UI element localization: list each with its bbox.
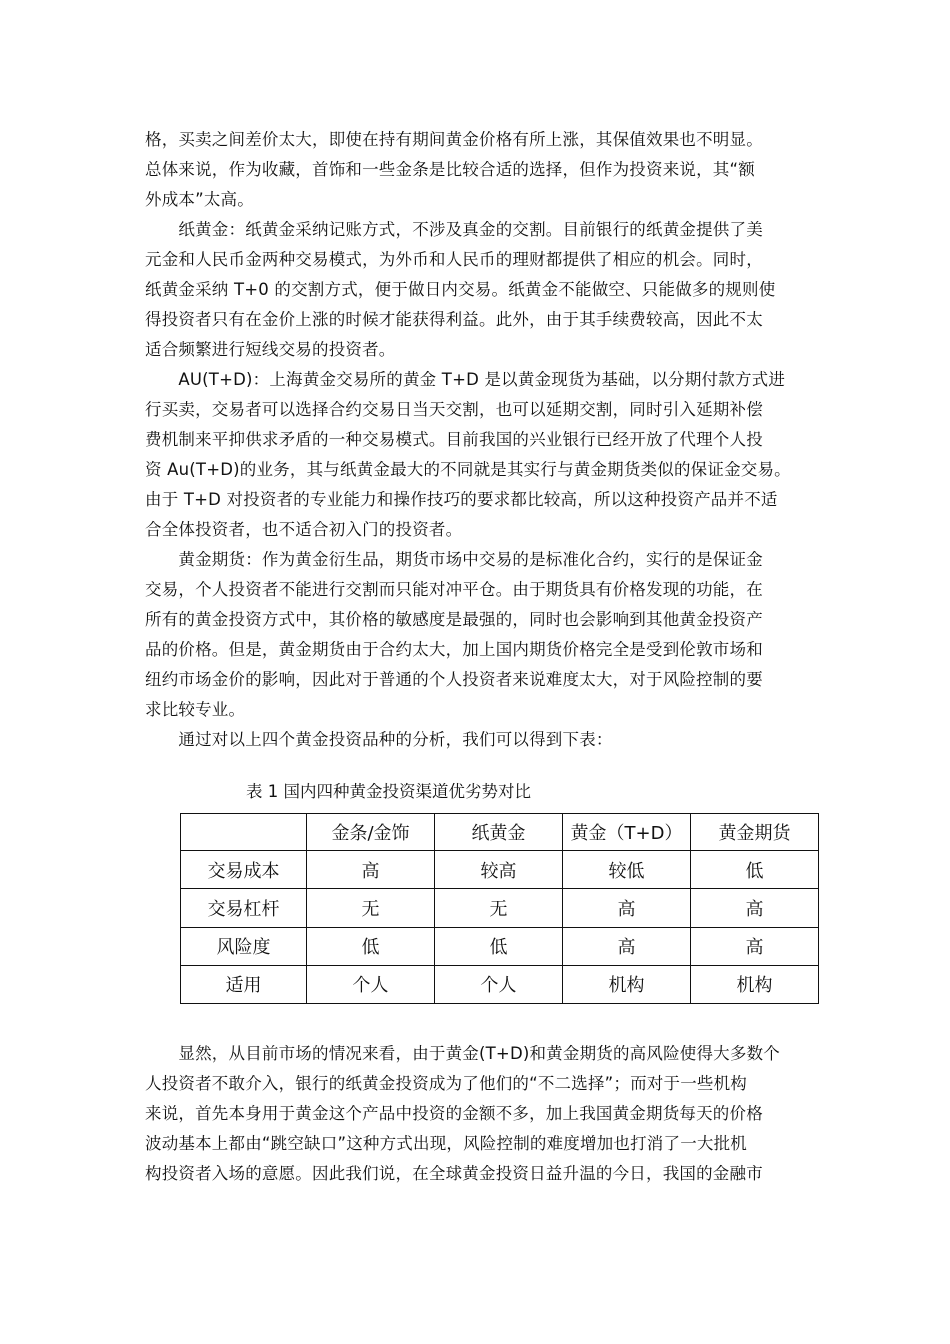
text-line: 行买卖，交易者可以选择合约交易日当天交割，也可以延期交割，同时引入延期补偿 (145, 400, 763, 419)
text-line: 由于 T+D 对投资者的专业能力和操作技巧的要求都比较高，所以这种投资产品并不适 (145, 490, 778, 509)
text-line: 人投资者不敢介入，银行的纸黄金投资成为了他们的“不二选择”；而对于一些机构 (145, 1074, 747, 1093)
text-line: 资 Au(T+D)的业务，其与纸黄金最大的不同就是其实行与黄金期货类似的保证金交易。 (145, 460, 791, 479)
row-label-cell: 交易成本 (181, 851, 307, 889)
text-line: 构投资者入场的意愿。因此我们说，在全球黄金投资日益升温的今日，我国的金融市 (145, 1164, 763, 1183)
table-cell: 无 (307, 889, 435, 927)
text-line: 总体来说，作为收藏，首饰和一些金条是比较合适的选择，但作为投资来说，其“额 (145, 160, 755, 179)
text-line: 适合频繁进行短线交易的投资者。 (145, 340, 396, 359)
table-cell: 机构 (691, 965, 819, 1003)
table-row (181, 927, 819, 965)
text-line: 纸黄金：纸黄金采纳记账方式，不涉及真金的交割。目前银行的纸黄金提供了美 (145, 220, 763, 239)
table-caption: 表 1 国内四种黄金投资渠道优劣势对比 (246, 782, 531, 801)
header-cell (181, 814, 307, 851)
text-line: 格，买卖之间差价太大，即使在持有期间黄金价格有所上涨，其保值效果也不明显。 (145, 130, 763, 149)
text-line: 元金和人民币金两种交易模式，为外币和人民币的理财都提供了相应的机会。同时， (145, 250, 763, 269)
table-cell: 无 (435, 889, 563, 927)
text-line: AU(T+D)：上海黄金交易所的黄金 T+D 是以黄金现货为基础，以分期付款方式进 (145, 370, 786, 389)
text-line: 合全体投资者，也不适合初入门的投资者。 (145, 520, 463, 539)
row-label-cell: 风险度 (181, 927, 307, 965)
table-header-row (181, 814, 819, 851)
header-cell: 黄金（T+D） (563, 814, 691, 851)
comparison-table (180, 813, 819, 1004)
body-text-top (145, 125, 805, 755)
table-row (181, 851, 819, 889)
table-cell: 高 (563, 927, 691, 965)
table-cell: 低 (435, 927, 563, 965)
text-line: 通过对以上四个黄金投资品种的分析，我们可以得到下表： (145, 730, 613, 749)
body-text-bottom (145, 1039, 805, 1189)
text-line: 得投资者只有在金价上涨的时候才能获得利益。此外，由于其手续费较高，因此不太 (145, 310, 763, 329)
header-cell: 纸黄金 (435, 814, 563, 851)
row-label-cell: 交易杠杆 (181, 889, 307, 927)
table-cell: 低 (307, 927, 435, 965)
table-cell: 低 (691, 851, 819, 889)
text-line: 外成本”太高。 (145, 190, 254, 209)
table-cell: 个人 (307, 965, 435, 1003)
text-line: 波动基本上都由“跳空缺口”这种方式出现，风险控制的难度增加也打消了一大批机 (145, 1134, 747, 1153)
table-cell: 机构 (563, 965, 691, 1003)
text-line: 费机制来平抑供求矛盾的一种交易模式。目前我国的兴业银行已经开放了代理个人投 (145, 430, 763, 449)
text-line: 来说，首先本身用于黄金这个产品中投资的金额不多，加上我国黄金期货每天的价格 (145, 1104, 763, 1123)
table-cell: 高 (563, 889, 691, 927)
text-line: 所有的黄金投资方式中，其价格的敏感度是最强的，同时也会影响到其他黄金投资产 (145, 610, 763, 629)
table-cell: 高 (307, 851, 435, 889)
table-cell: 个人 (435, 965, 563, 1003)
text-line: 品的价格。但是，黄金期货由于合约太大，加上国内期货价格完全是受到伦敦市场和 (145, 640, 763, 659)
header-cell: 金条/金饰 (307, 814, 435, 851)
text-line: 交易，个人投资者不能进行交割而只能对冲平仓。由于期货具有价格发现的功能，在 (145, 580, 763, 599)
table-cell: 高 (691, 889, 819, 927)
text-line: 黄金期货：作为黄金衍生品，期货市场中交易的是标准化合约，实行的是保证金 (145, 550, 763, 569)
header-cell: 黄金期货 (691, 814, 819, 851)
text-line: 纸黄金采纳 T+0 的交割方式，便于做日内交易。纸黄金不能做空、只能做多的规则使 (145, 280, 776, 299)
table-row (181, 889, 819, 927)
row-label-cell: 适用 (181, 965, 307, 1003)
table-cell: 较高 (435, 851, 563, 889)
table-row (181, 965, 819, 1003)
text-line: 纽约市场金价的影响，因此对于普通的个人投资者来说难度太大，对于风险控制的要 (145, 670, 763, 689)
text-line: 求比较专业。 (145, 700, 246, 719)
table-cell: 较低 (563, 851, 691, 889)
text-line: 显然，从目前市场的情况来看，由于黄金(T+D)和黄金期货的高风险使得大多数个 (145, 1044, 780, 1063)
table-cell: 高 (691, 927, 819, 965)
